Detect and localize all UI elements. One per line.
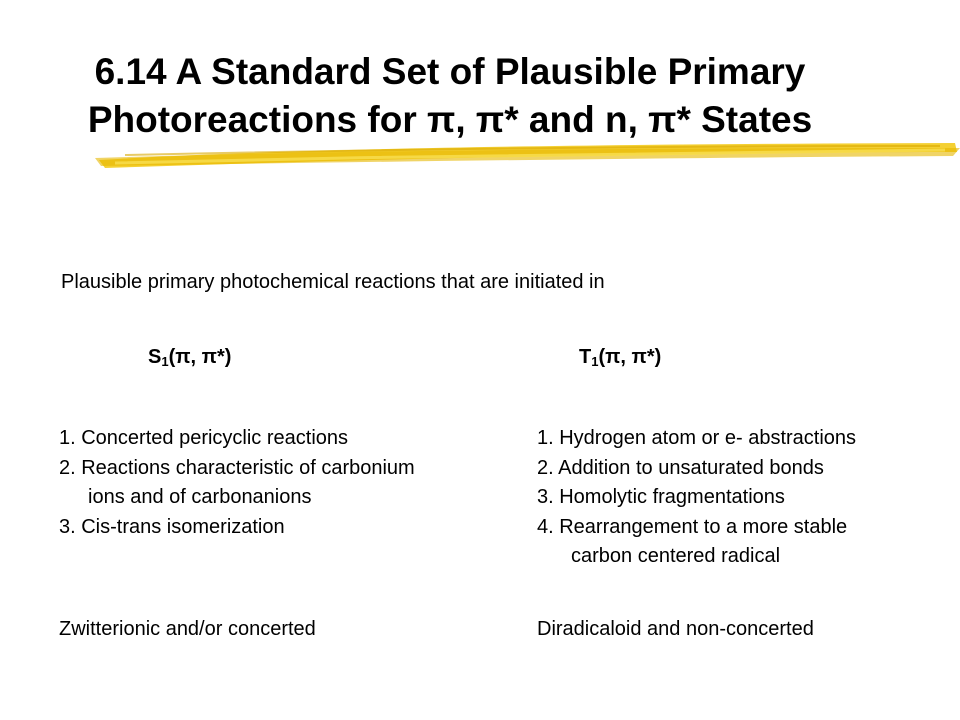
- highlighter-underline: [95, 138, 960, 178]
- s1-summary: Zwitterionic and/or concerted: [59, 618, 316, 640]
- list-item: 2. Addition to unsaturated bonds: [537, 456, 824, 479]
- list-item-continuation: ions and of carbonanions: [88, 486, 312, 508]
- state-subscript: 1: [591, 354, 599, 369]
- state-label: (π, π*): [598, 346, 662, 368]
- slide-title-line-1: 6.14 A Standard Set of Plausible Primary: [94, 51, 806, 92]
- intro-text: Plausible primary photochemical reactions that are initiated in: [61, 271, 605, 293]
- list-item: 4. Rearrangement to a more stable: [537, 515, 848, 538]
- list-item: 2. Reactions characteristic of carbonium: [59, 456, 415, 479]
- list-item: 3. Homolytic fragmentations: [537, 486, 785, 508]
- state-subscript: 1: [161, 354, 169, 369]
- list-item: 1. Hydrogen atom or e- abstractions: [537, 427, 857, 449]
- state-heading-s1: [148, 346, 231, 369]
- state-symbol: S: [148, 346, 162, 368]
- slide-title-line-2: Photoreactions for π, π* and n, π* States: [87, 99, 813, 140]
- list-item: 3. Cis-trans isomerization: [59, 515, 285, 538]
- s1-reaction-list: [59, 424, 415, 542]
- state-symbol: T: [579, 346, 592, 368]
- state-heading-t1: [579, 346, 661, 369]
- t1-reaction-list: [537, 424, 856, 572]
- list-item-continuation: carbon centered radical: [571, 545, 781, 567]
- t1-summary: Diradicaloid and non-concerted: [537, 618, 814, 640]
- slide-title: [0, 48, 900, 144]
- list-item: 1. Concerted pericyclic reactions: [59, 427, 349, 449]
- state-label: (π, π*): [168, 346, 232, 368]
